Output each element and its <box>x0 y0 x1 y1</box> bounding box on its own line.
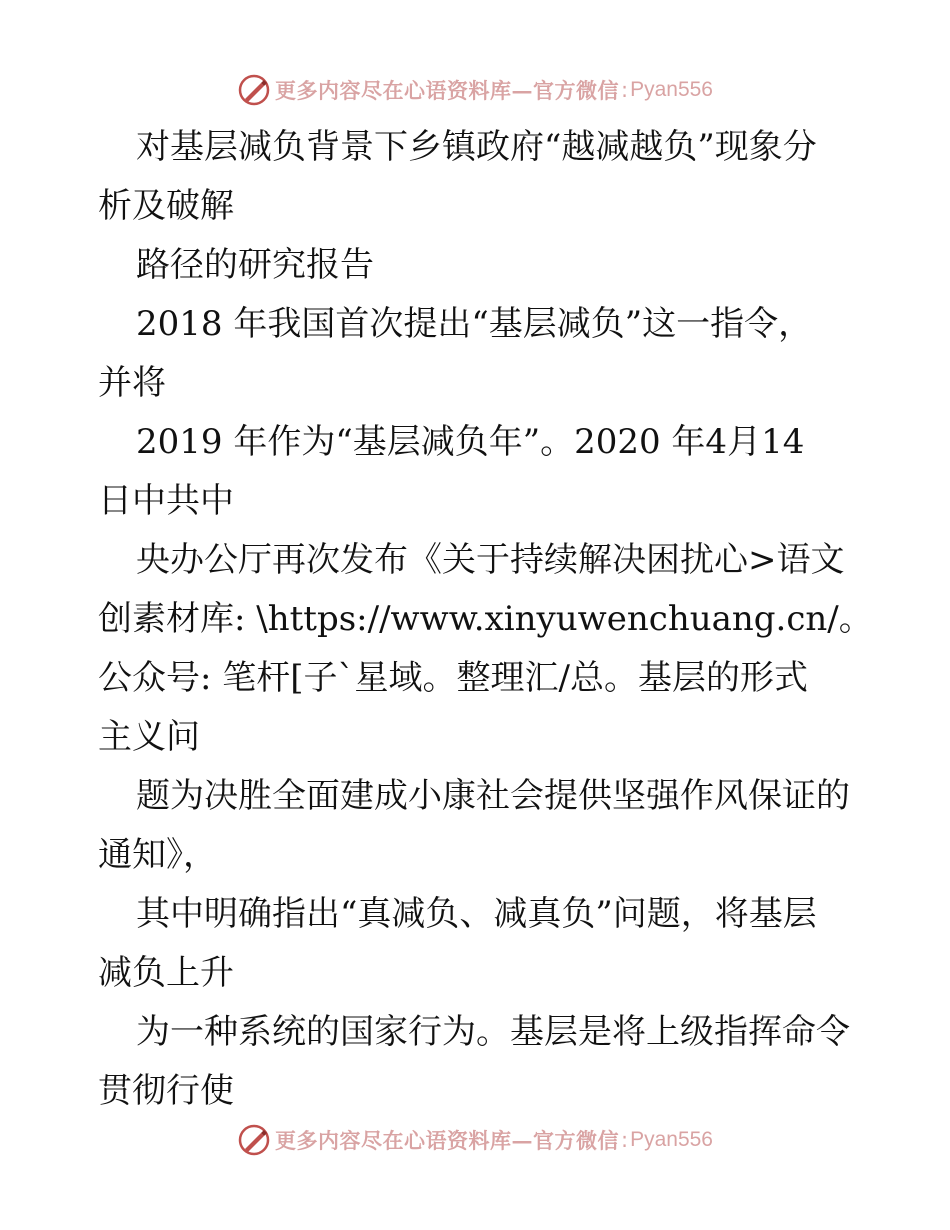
footer-watermark-banner <box>0 1120 950 1160</box>
text-line: 为一种系统的国家行为。基层是将上级指挥命令 <box>136 1012 850 1052</box>
header-banner-text: 更多内容尽在心语资料库—官方微信 <box>275 78 619 103</box>
text-line: 2018 年我国首次提出“基层减负”这一指令， <box>136 304 813 344</box>
footer-banner-id: Pyan556 <box>630 1128 713 1151</box>
text-line: 创素材库: \https://www.xinyuwenchuang.cn/。 <box>98 599 873 639</box>
footer-banner-colon: : <box>621 1128 629 1152</box>
text-line: 减负上升 <box>98 953 234 993</box>
text-line: 央办公厅再次发布《关于持续解决困扰心>语文 <box>136 540 845 580</box>
text-line: 对基层减负背景下乡镇政府“越减越负”现象分 <box>136 127 817 167</box>
text-line: 并将 <box>98 363 166 403</box>
pen-logo-icon <box>237 73 271 107</box>
text-line: 题为决胜全面建成小康社会提供坚强作风保证的 <box>136 776 850 816</box>
header-watermark-banner <box>0 70 950 110</box>
text-line: 日中共中 <box>98 481 234 521</box>
text-line: 公众号: 笔杆[子`星域。整理汇/总。基层的形式 <box>98 658 808 698</box>
text-line: 2019 年作为“基层减负年”。2020 年4月14 <box>136 422 805 462</box>
text-line: 主义问 <box>98 717 200 757</box>
text-line: 析及破解 <box>98 186 234 226</box>
text-line: 其中明确指出“真减负、减真负”问题，将基层 <box>136 894 817 934</box>
text-line: 通知》， <box>98 835 217 875</box>
text-line: 贯彻行使 <box>98 1071 234 1111</box>
header-banner-colon: : <box>621 78 629 102</box>
text-line: 路径的研究报告 <box>136 245 374 285</box>
footer-banner-text: 更多内容尽在心语资料库—官方微信 <box>275 1128 619 1153</box>
document-body <box>98 118 873 1121</box>
pen-logo-icon <box>237 1123 271 1157</box>
header-banner-id: Pyan556 <box>630 78 713 101</box>
